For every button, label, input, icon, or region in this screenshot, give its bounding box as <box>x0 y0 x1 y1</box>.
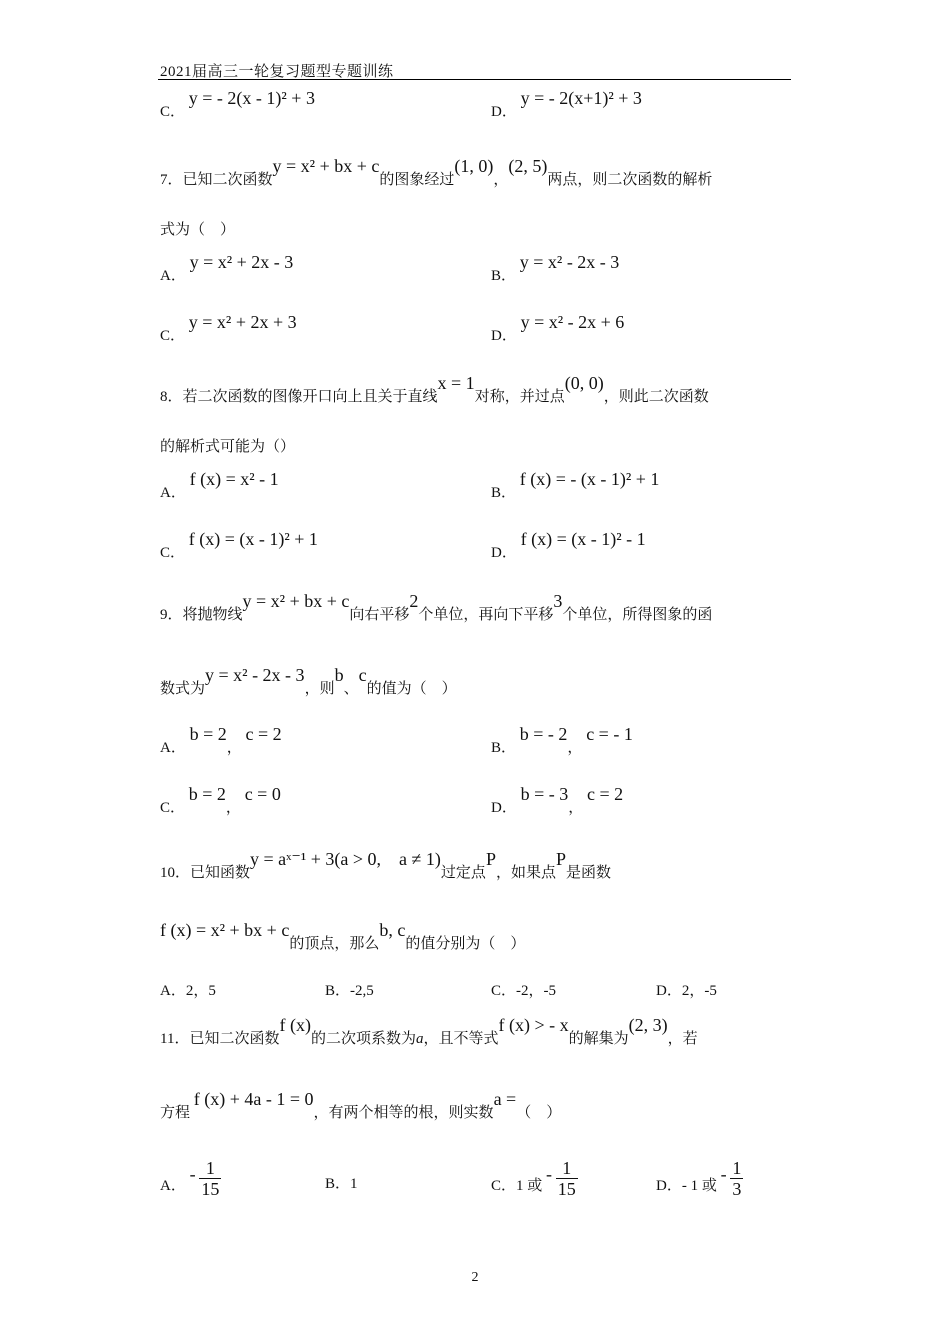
page-header: 2021届高三一轮复习题型专题训练 <box>160 64 394 80</box>
q9-l2-text-a: 数式为 <box>160 681 206 697</box>
q7-option-d <box>491 312 625 345</box>
option-expr: y = x² - 2x - 3 <box>519 252 620 272</box>
option-label: D．- 1 或 <box>656 1177 717 1194</box>
option-label: B． <box>491 485 517 501</box>
option-expr: f (x) = (x - 1)² - 1 <box>520 529 646 549</box>
q10-text-2: 过定点 <box>440 865 486 881</box>
question-number: 7． <box>160 172 183 188</box>
q6-option-c <box>160 88 315 121</box>
option-sep: ， <box>567 740 583 756</box>
option-sep: ， <box>226 740 242 756</box>
q10-text-4: 是函数 <box>565 865 611 881</box>
option-sep: ， <box>568 800 584 816</box>
q11-stem <box>160 1015 698 1048</box>
option-label: A． <box>160 268 186 284</box>
q11-var-a: a <box>415 1031 424 1047</box>
q10-expr: y = aˣ⁻¹ + 3(a > 0, a ≠ 1) <box>250 849 441 869</box>
q9-text-4: 个单位，所得图象的函 <box>562 607 713 623</box>
q11-text-1: 已知二次函数 <box>189 1031 280 1047</box>
q11-l2-text-a: 方程 <box>160 1105 191 1121</box>
q10-stem-line2 <box>160 920 526 953</box>
option-c: c = 0 <box>244 784 281 804</box>
q8-expr: x = 1 <box>437 373 475 393</box>
q9-stem-line2 <box>160 665 457 698</box>
q10-l2-text-a: 的顶点，那么 <box>289 936 380 952</box>
q7-option-c <box>160 312 297 345</box>
q9-option-a <box>160 724 282 757</box>
q10-option-d: D．2，-5 <box>656 983 717 999</box>
q8-text-2: 对称，并过点 <box>474 389 565 405</box>
option-c: c = - 1 <box>586 724 633 744</box>
q9-text-1: 将抛物线 <box>182 607 243 623</box>
fraction-numerator: 1 <box>199 1158 221 1179</box>
option-label: C． <box>160 328 186 344</box>
fraction-numerator: 1 <box>556 1158 578 1179</box>
option-label: A． <box>160 740 186 756</box>
q11-text-4: 的解集为 <box>568 1031 629 1047</box>
q11-l2-text-c: （ ） <box>516 1105 562 1121</box>
q10-option-a: A．2，5 <box>160 983 216 999</box>
q10-l2-expr: f (x) = x² + bx + c <box>160 920 290 940</box>
q7-text-1: 已知二次函数 <box>182 172 273 188</box>
option-label: C． <box>160 104 186 120</box>
q9-text-2: 向右平移 <box>349 607 410 623</box>
q7-option-a <box>160 252 294 285</box>
option-label: D． <box>491 545 517 561</box>
option-label: B． <box>491 268 517 284</box>
option-c: c = 2 <box>587 784 624 804</box>
option-sign: - <box>546 1163 553 1184</box>
option-label: C．1 或 <box>491 1177 543 1194</box>
option-label: C． <box>160 545 186 561</box>
q7-point-1: (1, 0) <box>454 156 494 176</box>
q10-var-p: P <box>485 849 496 869</box>
option-expr: f (x) = - (x - 1)² + 1 <box>519 469 660 489</box>
option-sep: ， <box>225 800 241 816</box>
option-expr: f (x) = (x - 1)² + 1 <box>188 529 318 549</box>
q11-fx: f (x) <box>279 1015 311 1035</box>
q7-point-2: (2, 5) <box>508 156 548 176</box>
q8-option-d <box>491 529 646 562</box>
q9-var-c: c <box>358 665 367 685</box>
q8-option-b <box>491 469 660 502</box>
q9-l2-text-b: ，则 <box>304 681 335 697</box>
option-sign: - <box>720 1163 727 1184</box>
q11-l2-var-a: a = <box>493 1089 517 1109</box>
q7-stem <box>160 156 713 189</box>
q9-stem <box>160 591 713 624</box>
fraction-denominator: 15 <box>557 1179 576 1199</box>
q9-option-c <box>160 784 281 817</box>
q9-l2-text-d: 的值为（ ） <box>366 681 457 697</box>
q10-option-c: C．-2，-5 <box>491 983 556 999</box>
page-number: 2 <box>471 1270 479 1285</box>
fraction-denominator: 3 <box>732 1179 742 1199</box>
option-expr: f (x) = x² - 1 <box>189 469 279 489</box>
q9-expr: y = x² + bx + c <box>242 591 350 611</box>
option-label: D． <box>491 328 517 344</box>
q7-stem-line2: 式为（ ） <box>160 222 236 238</box>
q10-l2-vars: b, c <box>379 920 406 940</box>
option-expr: y = x² + 2x + 3 <box>188 312 297 332</box>
option-label: D． <box>491 800 517 816</box>
option-label: B． <box>491 740 517 756</box>
q11-option-b: B．1 <box>325 1176 358 1192</box>
option-label: D． <box>491 104 517 120</box>
q9-option-d <box>491 784 624 817</box>
q7-sep: ， <box>493 172 509 188</box>
q9-option-b <box>491 724 633 757</box>
option-b: b = 2 <box>189 724 227 744</box>
q11-text-3: ，且不等式 <box>423 1031 499 1047</box>
q11-text-2: 的二次项系数为 <box>310 1031 416 1047</box>
q10-option-b: B．-2,5 <box>325 983 374 999</box>
question-number: 9． <box>160 607 183 623</box>
q9-var-b: b <box>334 665 344 685</box>
q9-text-3: 个单位，再向下平移 <box>418 607 554 623</box>
q8-stem <box>160 373 709 406</box>
q11-l2-expr: f (x) + 4a - 1 = 0 <box>193 1089 314 1109</box>
option-expr: y = - 2(x - 1)² + 3 <box>188 88 315 108</box>
q10-var-p-2: P <box>555 849 566 869</box>
option-b: b = 2 <box>188 784 226 804</box>
option-expr: y = x² - 2x + 6 <box>520 312 625 332</box>
q7-option-b <box>491 252 620 285</box>
question-number: 8． <box>160 389 183 405</box>
q8-option-c <box>160 529 318 562</box>
option-b: b = - 3 <box>520 784 569 804</box>
q8-text-3: ，则此二次函数 <box>603 389 709 405</box>
question-number: 10． <box>160 865 191 881</box>
q7-text-3: 两点，则二次函数的解析 <box>547 172 713 188</box>
option-label: A． <box>160 1177 186 1194</box>
q8-option-a <box>160 469 279 502</box>
fraction-numerator: 1 <box>732 1158 742 1178</box>
q7-text-2: 的图象经过 <box>379 172 455 188</box>
q9-l2-text-c: 、 <box>343 681 359 697</box>
option-fraction <box>556 1158 578 1199</box>
fraction-denominator: 15 <box>201 1179 220 1199</box>
q10-text-3: ，如果点 <box>495 865 556 881</box>
q11-text-5: ，若 <box>667 1031 698 1047</box>
q9-l2-expr: y = x² - 2x - 3 <box>205 665 305 685</box>
option-expr: y = x² + 2x - 3 <box>189 252 294 272</box>
q9-num-2: 3 <box>553 591 563 611</box>
q11-option-a <box>160 1158 221 1207</box>
question-number: 11． <box>160 1031 190 1047</box>
q6-option-d <box>491 88 642 121</box>
q7-expr: y = x² + bx + c <box>272 156 380 176</box>
option-expr: y = - 2(x+1)² + 3 <box>520 88 642 108</box>
q10-stem <box>160 849 611 883</box>
q11-solution-set: (2, 3) <box>628 1015 668 1035</box>
option-label: C． <box>160 800 186 816</box>
q9-num-1: 2 <box>409 591 419 611</box>
q8-stem-line2: 的解析式可能为（） <box>160 439 296 455</box>
option-c: c = 2 <box>245 724 282 744</box>
option-label: A． <box>160 485 186 501</box>
q8-text-1: 若二次函数的图像开口向上且关于直线 <box>182 389 438 405</box>
q8-point: (0, 0) <box>564 373 604 393</box>
q10-l2-text-b: 的值分别为（ ） <box>405 936 526 952</box>
option-fraction <box>199 1158 221 1199</box>
option-sign: - <box>189 1163 196 1184</box>
q11-option-c <box>491 1158 578 1207</box>
q10-text-1: 已知函数 <box>190 865 251 881</box>
q11-stem-line2 <box>160 1089 562 1122</box>
q11-l2-text-b: ，有两个相等的根，则实数 <box>313 1105 494 1121</box>
q11-inequality: f (x) > - x <box>498 1015 569 1035</box>
option-fraction <box>730 1158 743 1199</box>
option-b: b = - 2 <box>519 724 568 744</box>
q11-option-d <box>656 1158 743 1207</box>
header-rule <box>158 79 791 80</box>
